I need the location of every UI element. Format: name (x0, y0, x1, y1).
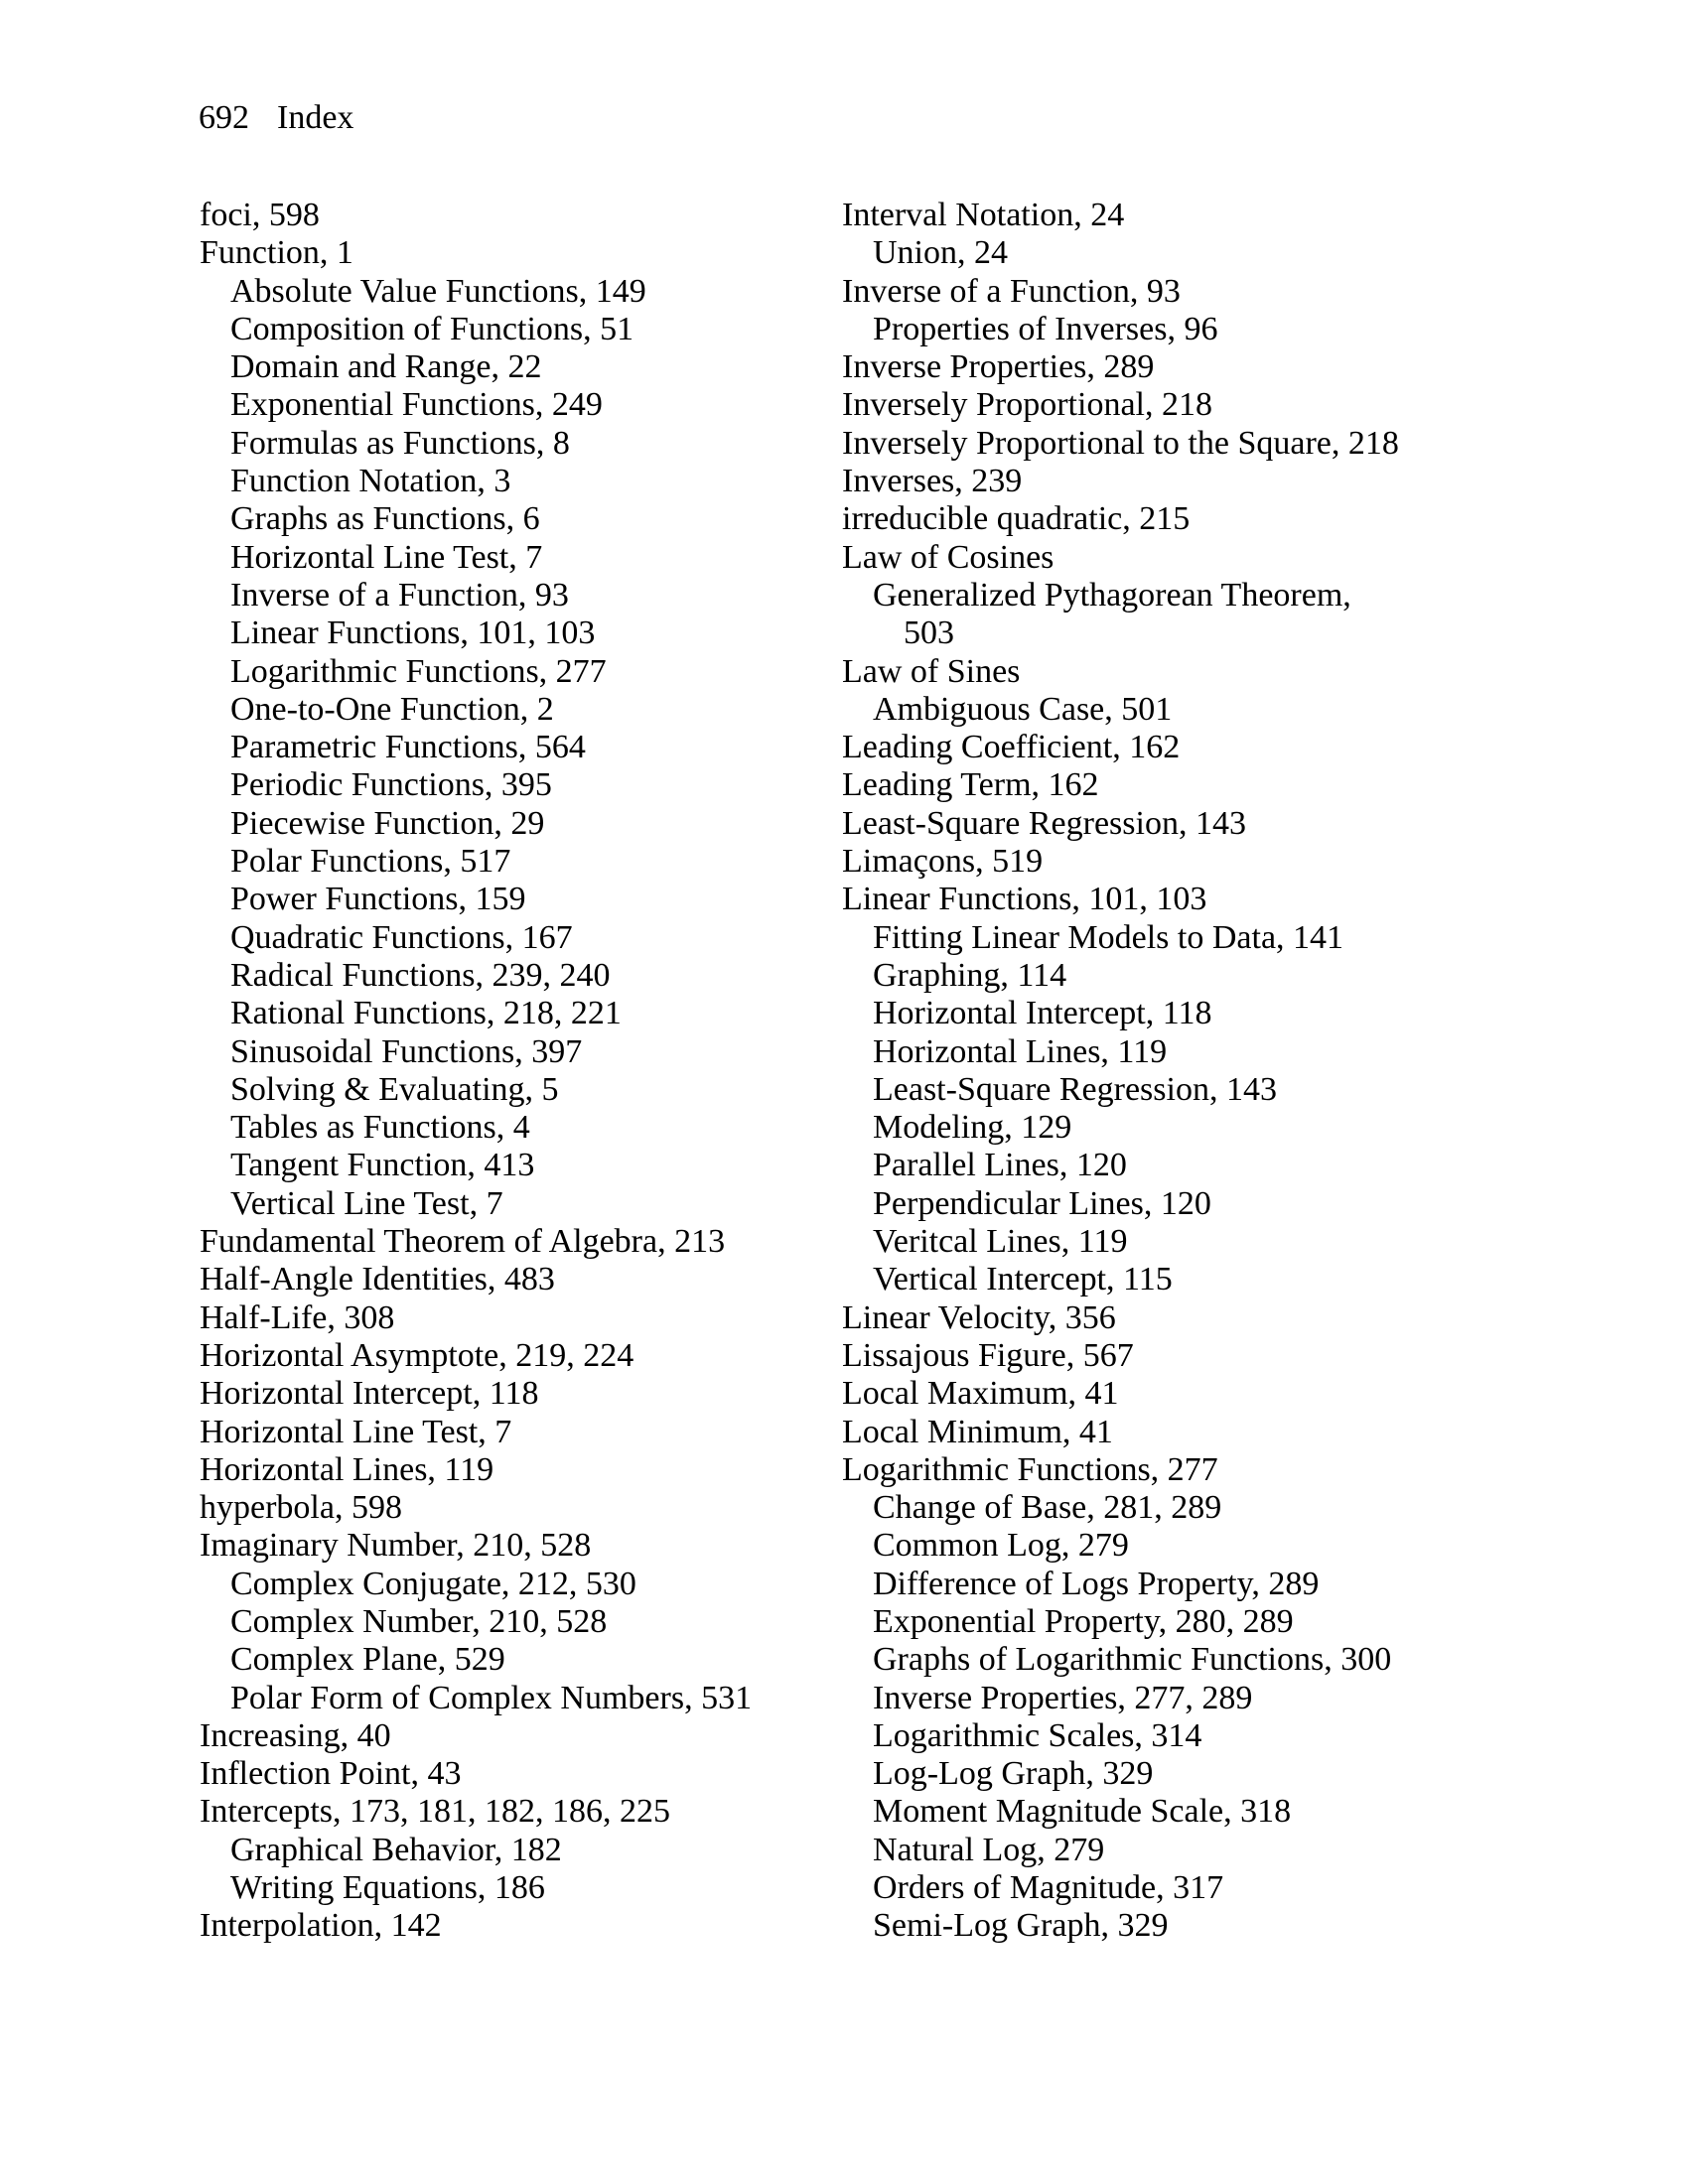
index-entry: Exponential Property, 280, 289 (873, 1602, 1294, 1640)
index-entry: Solving & Evaluating, 5 (230, 1070, 559, 1108)
index-entry: Graphical Behavior, 182 (230, 1831, 562, 1868)
index-entry: Local Maximum, 41 (842, 1375, 1119, 1413)
index-entry: Least-Square Regression, 143 (873, 1070, 1277, 1108)
index-entry: Horizontal Line Test, 7 (200, 1413, 512, 1450)
index-entry: Log-Log Graph, 329 (873, 1755, 1154, 1793)
index-entry: Difference of Logs Property, 289 (873, 1565, 1320, 1602)
index-entry: Half-Angle Identities, 483 (200, 1261, 555, 1298)
index-entry: Inverse Properties, 289 (842, 348, 1155, 386)
index-entry: One-to-One Function, 2 (230, 690, 554, 728)
index-entry: Power Functions, 159 (230, 881, 526, 918)
index-entry: Perpendicular Lines, 120 (873, 1184, 1211, 1222)
index-entry: Inverses, 239 (842, 463, 1023, 500)
index-entry: Leading Coefficient, 162 (842, 729, 1181, 766)
index-entry: Logarithmic Functions, 277 (230, 652, 607, 690)
index-entry: Imaginary Number, 210, 528 (200, 1527, 592, 1565)
index-entry: Horizontal Intercept, 118 (873, 995, 1212, 1032)
index-entry: Moment Magnitude Scale, 318 (873, 1793, 1292, 1831)
index-entry: Inversely Proportional to the Square, 218 (842, 424, 1399, 462)
index-entry: Domain and Range, 22 (230, 348, 542, 386)
index-entry: Leading Term, 162 (842, 766, 1099, 804)
index-entry: Parallel Lines, 120 (873, 1147, 1127, 1184)
page-header (199, 99, 353, 137)
index-left-column (200, 197, 835, 1946)
index-entry: Linear Velocity, 356 (842, 1298, 1116, 1336)
page-number: 692 (199, 99, 249, 136)
index-entry: Ambiguous Case, 501 (873, 690, 1173, 728)
index-entry: Rational Functions, 218, 221 (230, 995, 622, 1032)
index-entry: Interpolation, 142 (200, 1907, 442, 1945)
index-entry: Vertical Intercept, 115 (873, 1261, 1173, 1298)
page-title: Index (277, 99, 354, 136)
index-entry: Increasing, 40 (200, 1716, 391, 1754)
index-entry: Lissajous Figure, 567 (842, 1336, 1134, 1374)
index-entry: Function, 1 (200, 234, 353, 272)
index-entry: Inverse of a Function, 93 (230, 576, 569, 614)
index-entry: Horizontal Lines, 119 (200, 1450, 494, 1488)
index-entry: Law of Cosines (842, 538, 1055, 576)
index-entry: Periodic Functions, 395 (230, 766, 552, 804)
index-entry: Orders of Magnitude, 317 (873, 1869, 1224, 1907)
index-entry: Complex Number, 210, 528 (230, 1602, 608, 1640)
index-entry: Local Minimum, 41 (842, 1413, 1113, 1450)
index-entry: Tangent Function, 413 (230, 1147, 535, 1184)
index-entry: Sinusoidal Functions, 397 (230, 1032, 583, 1070)
index-entry: Function Notation, 3 (230, 463, 511, 500)
index-entry: Fundamental Theorem of Algebra, 213 (200, 1223, 726, 1261)
index-entry: Law of Sines (842, 652, 1021, 690)
index-entry: Parametric Functions, 564 (230, 729, 586, 766)
index-entry: Graphs of Logarithmic Functions, 300 (873, 1641, 1392, 1679)
index-entry: Inflection Point, 43 (200, 1755, 462, 1793)
index-entry: Polar Form of Complex Numbers, 531 (230, 1679, 753, 1716)
index-entry: Change of Base, 281, 289 (873, 1489, 1222, 1527)
index-entry: Intercepts, 173, 181, 182, 186, 225 (200, 1793, 671, 1831)
index-entry: Writing Equations, 186 (230, 1869, 545, 1907)
index-entry: Fitting Linear Models to Data, 141 (873, 918, 1344, 956)
index-entry: Tables as Functions, 4 (230, 1109, 530, 1147)
index-entry: Radical Functions, 239, 240 (230, 956, 611, 994)
index-entry: Polar Functions, 517 (230, 843, 511, 881)
index-entry: irreducible quadratic, 215 (842, 500, 1191, 538)
index-entry: foci, 598 (200, 197, 320, 233)
index-entry: Exponential Functions, 249 (230, 386, 603, 424)
index-entry: Horizontal Intercept, 118 (200, 1375, 539, 1413)
index-entry: Vertical Line Test, 7 (230, 1184, 503, 1222)
index-entry: Composition of Functions, 51 (230, 310, 634, 347)
index-entry: Natural Log, 279 (873, 1831, 1105, 1868)
index-entry: Generalized Pythagorean Theorem, (873, 576, 1351, 614)
index-entry: Least-Square Regression, 143 (842, 804, 1246, 842)
index-entry: Absolute Value Functions, 149 (230, 272, 646, 310)
index-entry: Graphing, 114 (873, 956, 1067, 994)
index-entry: Veritcal Lines, 119 (873, 1223, 1128, 1261)
index-entry: Complex Conjugate, 212, 530 (230, 1565, 636, 1602)
index-entry: 503 (904, 614, 954, 652)
index-entry: Quadratic Functions, 167 (230, 918, 573, 956)
index-entry: Common Log, 279 (873, 1527, 1129, 1565)
index-entry: Inverse Properties, 277, 289 (873, 1679, 1253, 1716)
index-entry: Linear Functions, 101, 103 (230, 614, 596, 652)
index-entry: Half-Life, 308 (200, 1298, 395, 1336)
index-entry: Piecewise Function, 29 (230, 804, 545, 842)
index-entry: Interval Notation, 24 (842, 197, 1125, 233)
index-entry: Properties of Inverses, 96 (873, 310, 1218, 347)
index-entry: Formulas as Functions, 8 (230, 424, 570, 462)
index-entry: Logarithmic Scales, 314 (873, 1716, 1202, 1754)
index-entry: hyperbola, 598 (200, 1489, 402, 1527)
index-right-column (842, 197, 1517, 1946)
index-entry: Horizontal Lines, 119 (873, 1032, 1168, 1070)
index-entry: Horizontal Line Test, 7 (230, 538, 543, 576)
index-entry: Horizontal Asymptote, 219, 224 (200, 1336, 634, 1374)
index-entry: Logarithmic Functions, 277 (842, 1450, 1218, 1488)
index-entry: Complex Plane, 529 (230, 1641, 505, 1679)
index-entry: Linear Functions, 101, 103 (842, 881, 1207, 918)
index-entry: Limaçons, 519 (842, 843, 1044, 881)
index-entry: Modeling, 129 (873, 1109, 1072, 1147)
index-entry: Inverse of a Function, 93 (842, 272, 1181, 310)
index-entry: Union, 24 (873, 234, 1008, 272)
index-entry: Inversely Proportional, 218 (842, 386, 1212, 424)
index-entry: Semi-Log Graph, 329 (873, 1907, 1169, 1945)
index-entry: Graphs as Functions, 6 (230, 500, 540, 538)
